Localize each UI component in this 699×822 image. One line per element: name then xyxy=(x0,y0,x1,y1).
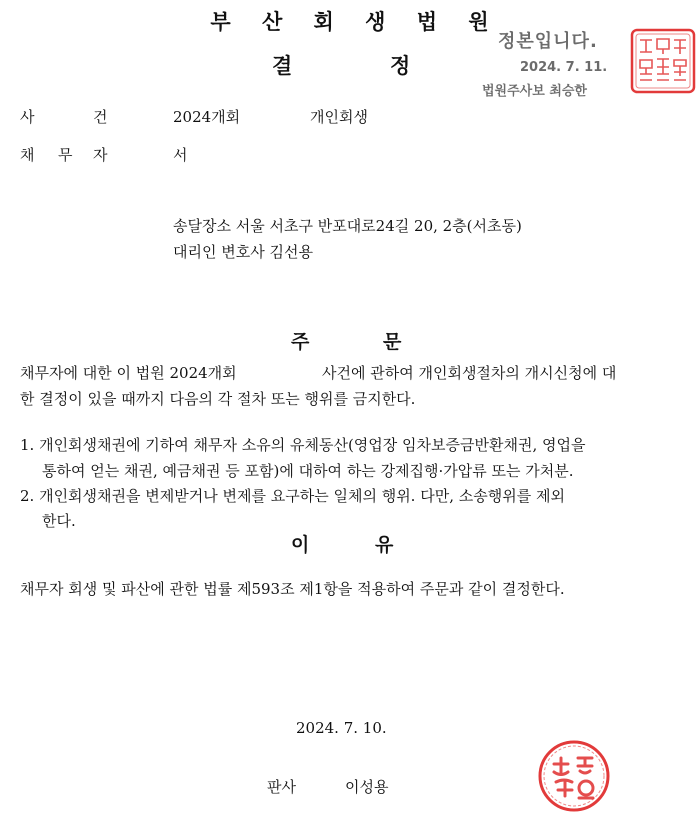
reason-heading-right: 유 xyxy=(375,534,394,556)
court-name: 부 산 회 생 법 원 xyxy=(210,10,501,34)
debtor-label-char-2: 무 xyxy=(58,146,73,164)
certification-clerk: 법원주사보 최승한 xyxy=(482,84,587,99)
debtor-name: 서 xyxy=(173,146,188,164)
judge-name: 이성용 xyxy=(345,778,389,796)
decision-title-right: 정 xyxy=(390,54,411,78)
case-label-char-2: 건 xyxy=(93,108,108,126)
order-item-2-line1: 2. 개인회생채권을 변제받거나 변제를 요구하는 일체의 행위. 다만, 소송행위를 제외 xyxy=(20,487,565,505)
certification-date: 2024. 7. 11. xyxy=(520,60,608,75)
judge-seal-round xyxy=(536,738,612,814)
debtor-agent: 대리인 변호사 김선용 xyxy=(173,243,313,261)
certification-title: 정본입니다. xyxy=(498,31,598,52)
order-intro-line1-a: 채무자에 대한 이 법원 2024개회 xyxy=(20,364,237,382)
order-item-1-line1: 1. 개인회생채권에 기하여 채무자 소유의 유체동산(영업장 임차보증금반환채권, 영업을 xyxy=(20,436,586,454)
order-heading-right: 문 xyxy=(383,331,402,353)
case-label-char-1: 사 xyxy=(20,108,35,126)
order-item-1-line2: 통하여 얻는 채권, 예금채권 등 포함)에 대하여 하는 강제집행·가압류 또는 가처분. xyxy=(42,462,574,480)
order-intro-line2: 한 결정이 있을 때까지 다음의 각 절차 또는 행위를 금지한다. xyxy=(20,390,416,408)
debtor-label-char-1: 채 xyxy=(20,146,35,164)
debtor-label-char-3: 자 xyxy=(93,146,108,164)
decision-title-left: 결 xyxy=(272,54,293,78)
reason-text: 채무자 회생 및 파산에 관한 법률 제593조 제1항을 적용하여 주문과 같이 결정한다. xyxy=(20,580,565,598)
case-type: 개인회생 xyxy=(310,108,368,126)
order-intro-line1-b: 사건에 관하여 개인회생절차의 개시신청에 대 xyxy=(322,364,617,382)
court-seal-square xyxy=(630,28,696,94)
order-item-2-line2: 한다. xyxy=(42,512,76,530)
judge-label: 판사 xyxy=(267,778,296,796)
service-address: 송달장소 서울 서초구 반포대로24길 20, 2층(서초동) xyxy=(173,217,522,235)
decision-date: 2024. 7. 10. xyxy=(296,719,387,737)
order-heading-left: 주 xyxy=(291,331,310,353)
case-number: 2024개회 xyxy=(173,108,241,126)
reason-heading-left: 이 xyxy=(291,534,310,556)
